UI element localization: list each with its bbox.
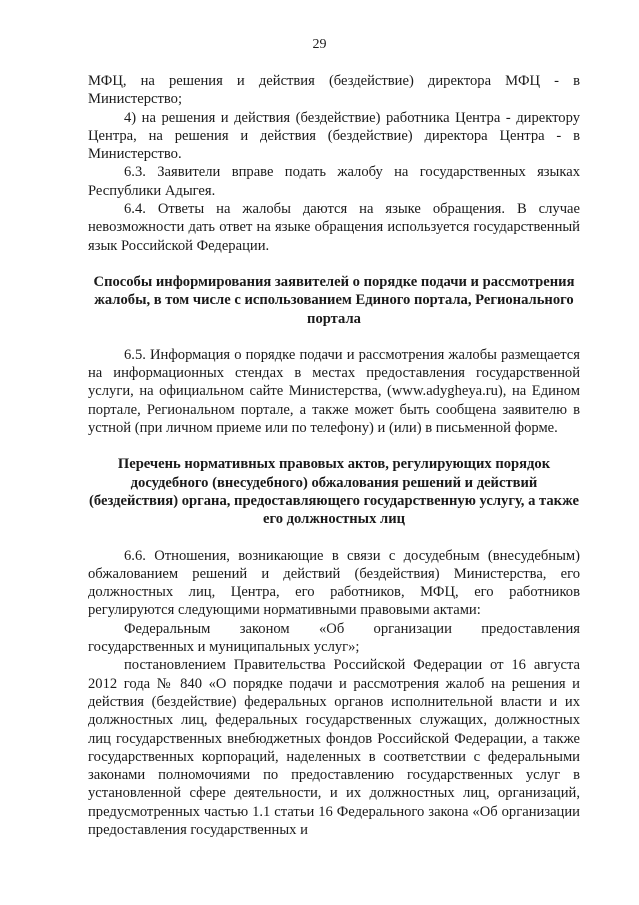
- paragraph-government-decree: постановлением Правительства Российской Федерации от 16 августа 2012 года № 840 «О порядке подачи и рассмотрения жалоб на решения и действия (бездействие) федеральных органов исполнительной власти и их должностных лиц, федеральных государственных служащих, должностных лиц государственных внебюджетных фондов Российской Федерации, а также государственных корпораций, наделенных в соответствии с федеральными законами полномочиями по предоставлению государственных услуг в установленной сфере деятельности, и их должностных лиц, организаций, предусмотренных частью 1.1 статьи 16 Федерального закона «Об организации предоставления государственных и: [88, 657, 580, 838]
- section-heading-legal-acts: Перечень нормативных правовых актов, регулирующих порядок досудебного (внесудебного) обжалования решений и действий (бездействия) органа, предоставляющего государственную услугу, а также его должностных лиц: [89, 456, 579, 528]
- paragraph-mfc-continuation: МФЦ, на решения и действия (бездействие) директора МФЦ - в Министерство;: [88, 73, 580, 108]
- page-number: 29: [312, 37, 327, 52]
- paragraph-federal-law: Федеральным законом «Об организации предоставления государственных и муниципальных услуг»;: [88, 620, 580, 656]
- paragraph-6-5: 6.5. Информация о порядке подачи и рассмотрения жалобы размещается на информационных стендах в местах предоставления государственной услуги, на официальном сайте Министерства, (www.adygheya.ru), на Едином портале, Региональном портале, а также может быть сообщена заявителю в устной (при личном приеме или по телефону) и (или) в письменной форме.: [88, 346, 580, 437]
- paragraph-6-3: 6.3. Заявители вправе подать жалобу на государственных языках Республики Адыгея.: [88, 164, 580, 199]
- paragraph-6-4: 6.4. Ответы на жалобы даются на языке обращения. В случае невозможности дать ответ на языке обращения используется государственный язык Российской Федерации.: [88, 201, 580, 254]
- document-body: [88, 72, 580, 839]
- paragraph-item-4: 4) на решения и действия (бездействие) работника Центра - директору Центра, на решения и действия (бездействие) директора Центра - в Министерство.: [88, 109, 580, 163]
- section-heading-informing: Способы информирования заявителей о порядке подачи и рассмотрения жалобы, в том числе с использованием Единого портала, Регионального портала: [93, 273, 575, 327]
- paragraph-6-6: 6.6. Отношения, возникающие в связи с досудебным (внесудебным) обжалованием решений и действий (бездействия) Министерства, его должностных лиц, Центра, его работников, МФЦ, его работников регулируются следующими нормативными правовыми актами:: [88, 547, 580, 619]
